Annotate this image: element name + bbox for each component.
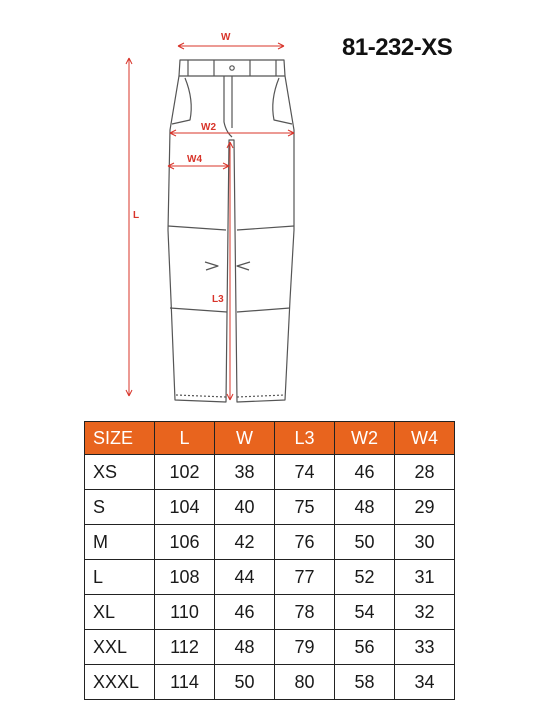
table-cell: XS — [85, 455, 155, 490]
table-cell: 46 — [335, 455, 395, 490]
table-cell: XXXL — [85, 665, 155, 700]
table-cell: 108 — [155, 560, 215, 595]
table-cell: S — [85, 490, 155, 525]
table-cell: 74 — [275, 455, 335, 490]
table-cell: 33 — [395, 630, 455, 665]
table-cell: L — [85, 560, 155, 595]
table-cell: 50 — [335, 525, 395, 560]
trousers-outline — [168, 60, 294, 402]
table-cell: 46 — [215, 595, 275, 630]
w2-label: W2 — [201, 122, 216, 133]
table-cell: 76 — [275, 525, 335, 560]
table-cell: 50 — [215, 665, 275, 700]
table-cell: 38 — [215, 455, 275, 490]
table-cell: 112 — [155, 630, 215, 665]
header-size: SIZE — [85, 422, 155, 455]
header-w: W — [215, 422, 275, 455]
table-row — [85, 560, 455, 595]
table-cell: 79 — [275, 630, 335, 665]
table-row — [85, 490, 455, 525]
table-cell: 52 — [335, 560, 395, 595]
table-cell: XL — [85, 595, 155, 630]
table-cell: 32 — [395, 595, 455, 630]
table-cell: 29 — [395, 490, 455, 525]
dimension-lines — [126, 43, 294, 400]
product-code: 81-232-XS — [342, 34, 453, 61]
table-cell: 44 — [215, 560, 275, 595]
w4-label: W4 — [187, 154, 202, 165]
table-cell: 58 — [335, 665, 395, 700]
table-cell: 77 — [275, 560, 335, 595]
table-cell: 42 — [215, 525, 275, 560]
table-cell: M — [85, 525, 155, 560]
table-row — [85, 630, 455, 665]
table-row — [85, 455, 455, 490]
l3-label: L3 — [212, 294, 224, 305]
table-cell: 75 — [275, 490, 335, 525]
table-cell: 110 — [155, 595, 215, 630]
table-row — [85, 595, 455, 630]
table-cell: 106 — [155, 525, 215, 560]
w-label: W — [221, 32, 231, 43]
table-cell: 114 — [155, 665, 215, 700]
size-table — [84, 421, 455, 700]
table-cell: 31 — [395, 560, 455, 595]
table-cell: 30 — [395, 525, 455, 560]
table-cell: 102 — [155, 455, 215, 490]
l-label: L — [133, 210, 140, 221]
table-cell: 104 — [155, 490, 215, 525]
table-cell: XXL — [85, 630, 155, 665]
header-l: L — [155, 422, 215, 455]
table-cell: 40 — [215, 490, 275, 525]
table-cell: 80 — [275, 665, 335, 700]
table-cell: 56 — [335, 630, 395, 665]
table-cell: 28 — [395, 455, 455, 490]
table-row — [85, 525, 455, 560]
header-w2: W2 — [335, 422, 395, 455]
table-header-row — [85, 422, 455, 455]
header-l3: L3 — [275, 422, 335, 455]
table-cell: 34 — [395, 665, 455, 700]
table-row — [85, 665, 455, 700]
table-cell: 48 — [215, 630, 275, 665]
table-cell: 48 — [335, 490, 395, 525]
table-cell: 78 — [275, 595, 335, 630]
table-cell: 54 — [335, 595, 395, 630]
header-w4: W4 — [395, 422, 455, 455]
